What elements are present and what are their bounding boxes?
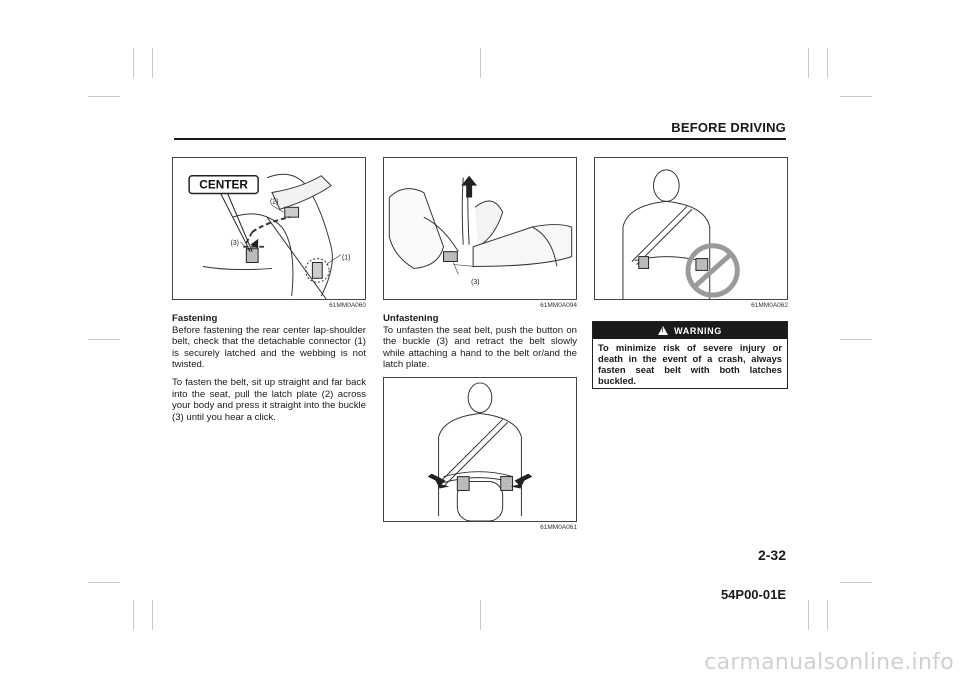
warning-text: To minimize risk of severe injury or death in the event of a crash, always fasten seat belt with both latches buckled. <box>598 342 782 386</box>
crop-mark <box>152 600 153 630</box>
crop-mark <box>88 339 120 340</box>
figure-code: 61MM0A094 <box>540 302 577 309</box>
fastening-paragraph: Before fastening the rear center lap-shoulder belt, check that the detachable connector (1) is securely latched and the webbing is not twisted. <box>172 324 366 371</box>
crop-mark <box>88 96 120 97</box>
callout-3: (3) <box>230 239 239 247</box>
warning-box <box>592 321 788 389</box>
fastening-heading: Fastening <box>172 313 218 324</box>
crop-mark <box>840 339 872 340</box>
unfastening-illustration <box>384 158 576 299</box>
crop-mark <box>133 600 134 630</box>
crop-mark <box>840 96 872 97</box>
both-latches-illustration <box>384 378 576 521</box>
unfastening-section <box>383 313 577 377</box>
figure-prohibited <box>594 157 788 300</box>
page-number: 2-32 <box>757 547 786 563</box>
figure-code: 61MM0A062 <box>751 302 788 309</box>
fastening-paragraph: To fasten the belt, sit up straight and far back into the seat, pull the latch plate (2) across your body and press it straight into the buckle (3) until you hear a click. <box>172 376 366 423</box>
crop-mark <box>827 48 828 78</box>
warning-title: WARNING <box>674 325 722 336</box>
fastening-section <box>172 313 366 429</box>
figure-code: 61MM0A060 <box>329 302 366 309</box>
warning-triangle-icon: ! <box>658 326 668 335</box>
callout-2: (2) <box>269 198 279 206</box>
crop-mark <box>808 48 809 78</box>
figure-both-latches <box>383 377 577 522</box>
unfastening-paragraph: To unfasten the seat belt, push the button on the buckle (3) and retract the belt slowly while attaching a hand to the belt or/and the latch plate. <box>383 324 577 371</box>
unfastening-heading: Unfastening <box>383 313 439 324</box>
header-rule <box>174 138 786 140</box>
callout-3: (3) <box>471 279 480 287</box>
figure-code: 61MM0A061 <box>540 524 577 531</box>
crop-mark <box>152 48 153 78</box>
section-title: BEFORE DRIVING <box>671 120 786 135</box>
crop-mark <box>840 582 872 583</box>
callout-1: (1) <box>341 254 351 262</box>
watermark: carmanualsonline.info <box>704 650 954 675</box>
crop-mark <box>480 600 481 630</box>
center-belt-illustration <box>173 158 365 299</box>
figure-center-belt <box>172 157 366 300</box>
center-label: CENTER <box>199 177 248 192</box>
warning-header <box>593 322 787 339</box>
crop-mark <box>88 582 120 583</box>
crop-mark <box>808 600 809 630</box>
crop-mark <box>133 48 134 78</box>
crop-mark <box>480 48 481 78</box>
document-code: 54P00-01E <box>720 587 786 602</box>
figure-unfastening <box>383 157 577 300</box>
prohibited-illustration <box>595 158 787 299</box>
crop-mark <box>827 600 828 630</box>
